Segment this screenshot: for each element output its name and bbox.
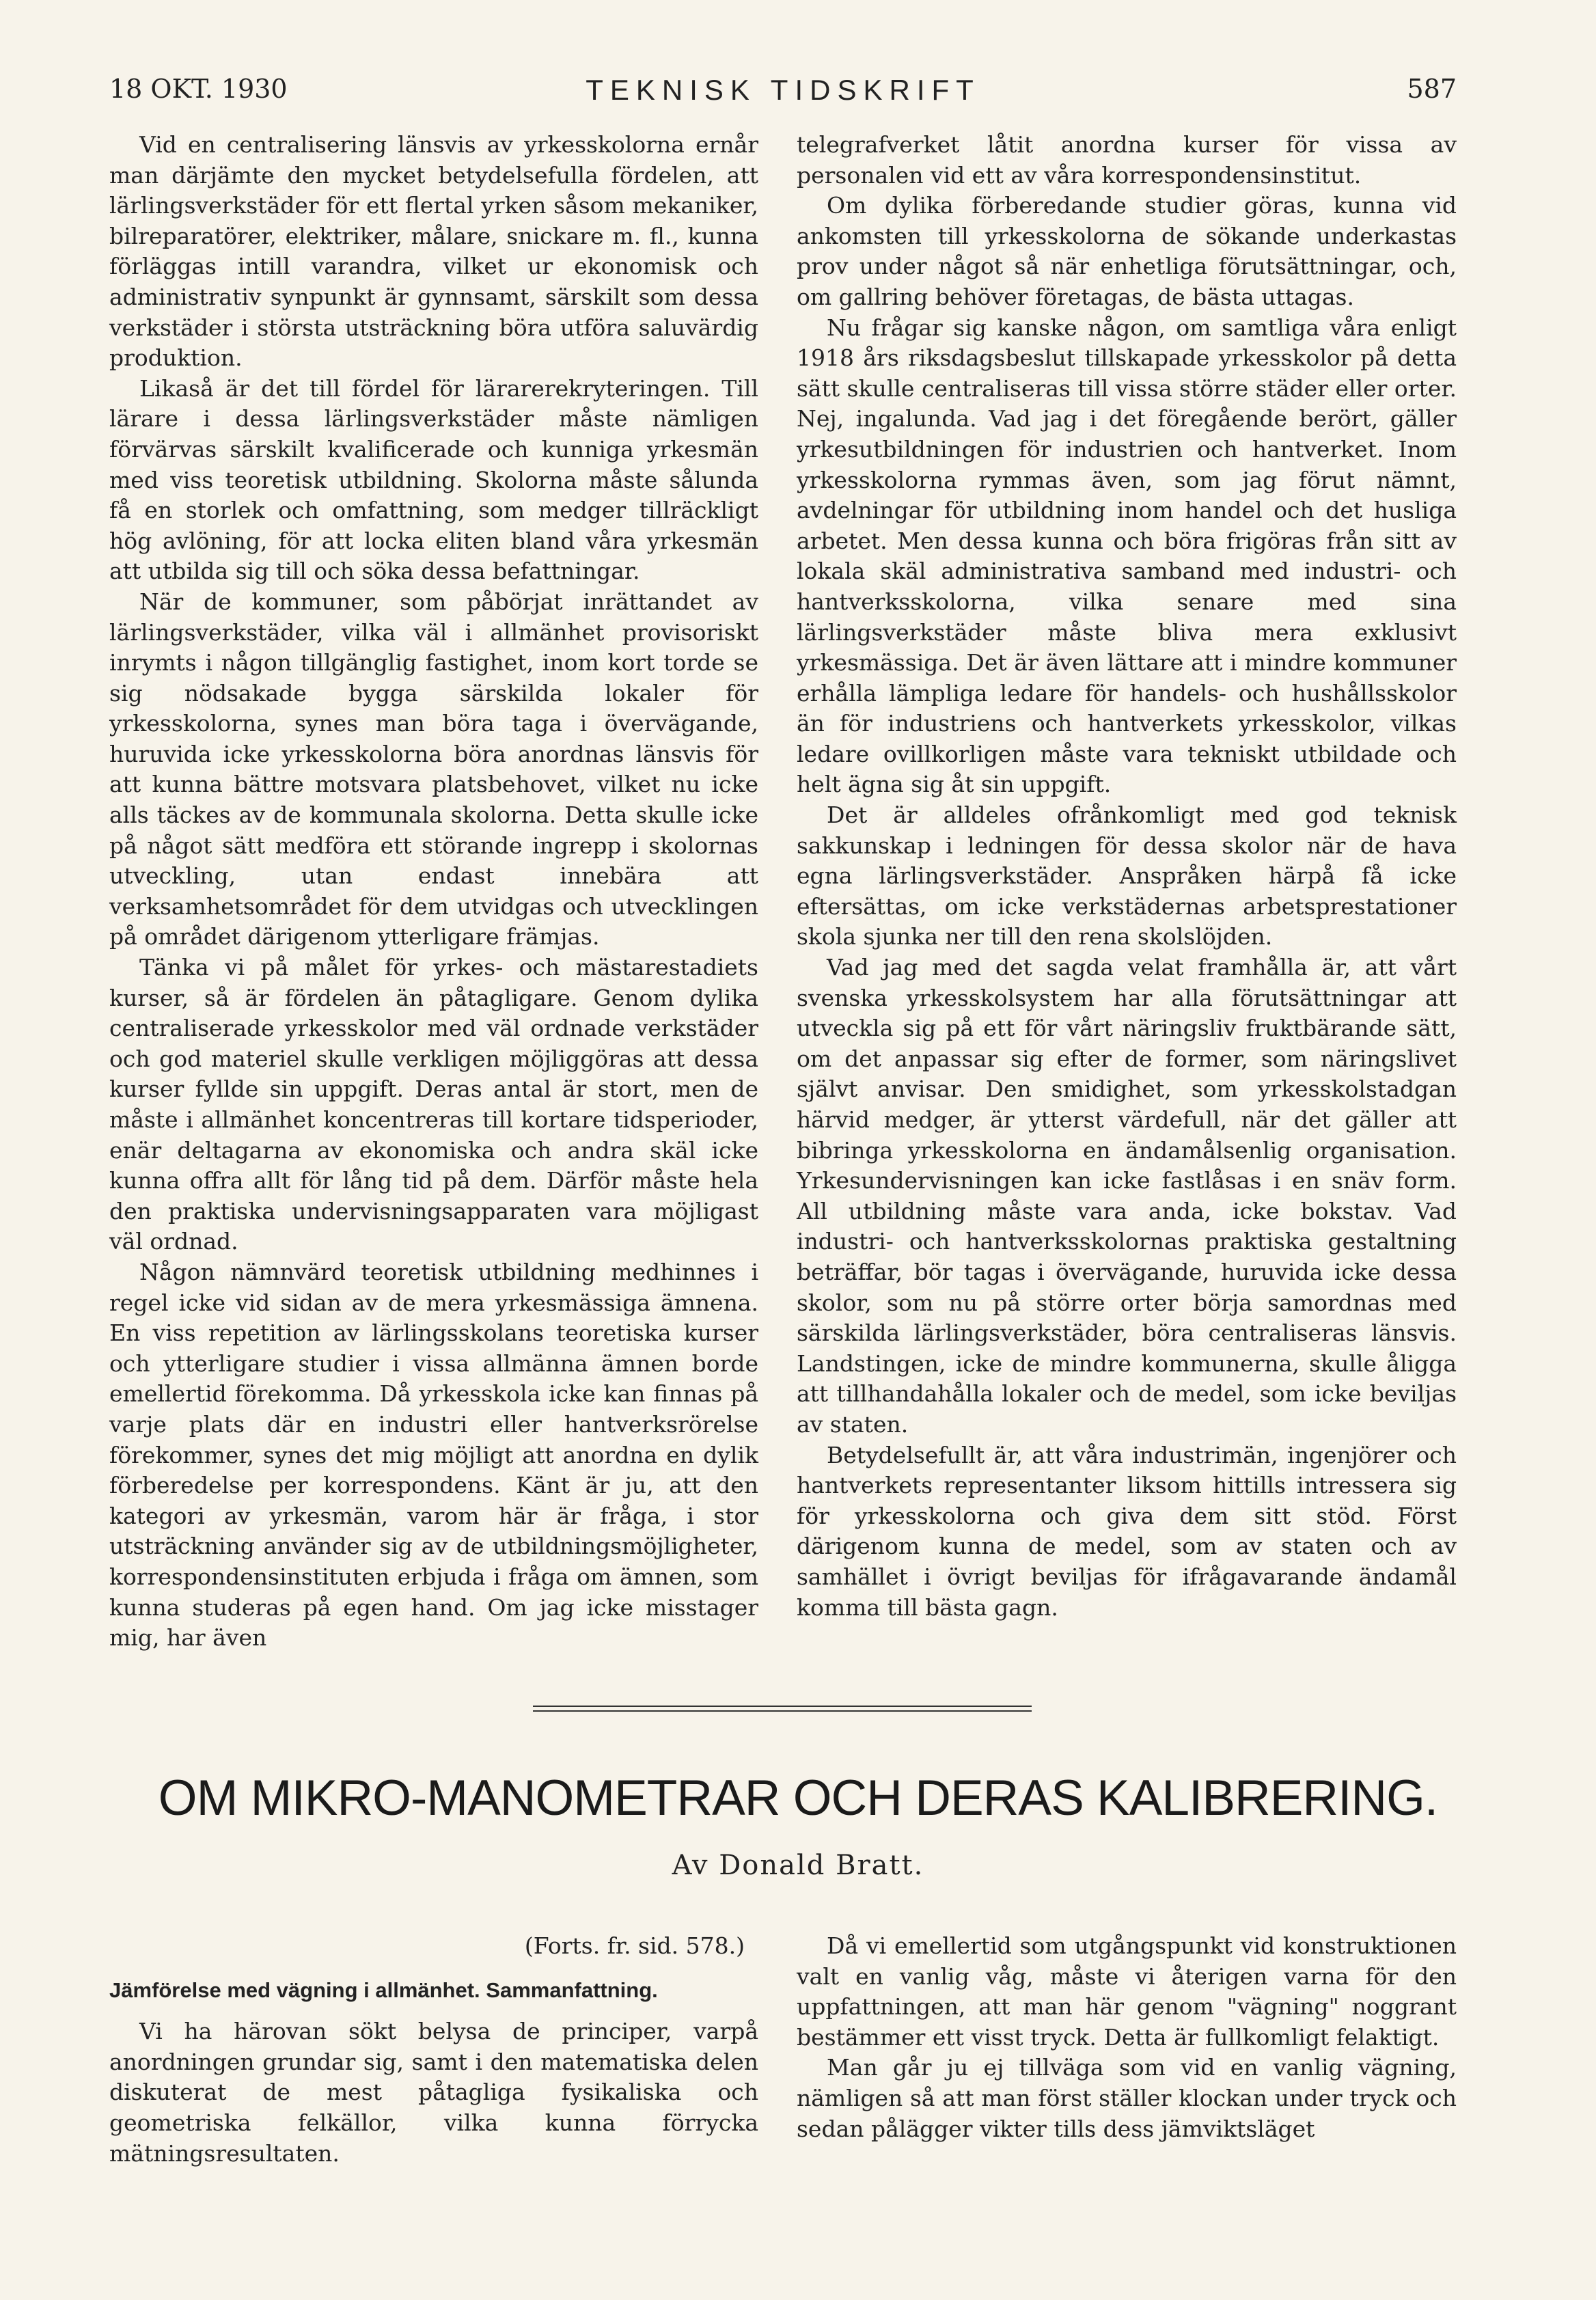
paragraph: Då vi emellertid som utgångspunkt vid konstruktionen valt en vanlig våg, måste vi återigen varna för den uppfattningen, att man här genom "vägning" noggrant bestämmer ett visst tryck. Detta är fullkomligt felaktigt.	[797, 1932, 1457, 2051]
article2-right-column	[797, 1931, 1457, 2144]
page-number: 587	[1407, 74, 1457, 104]
separator-rule	[533, 1706, 1032, 1707]
paragraph: Vid en centralisering länsvis av yrkesskolorna ernår man därjämte den mycket betydelsefulla fördelen, att lärlingsverkstäder för ett flertal yrken såsom mekaniker, bilreparatörer, elektriker, målare, snickare m. fl., kunna förläggas intill varandra, vilket ur ekonomisk och administrativ synpunkt är gynnsamt, särskilt som dessa verkstäder i största utsträckning böra utföra saluvärdig produktion.	[109, 131, 758, 372]
paragraph: När de kommuner, som påbörjat inrättandet av lärlingsverkstäder, vilka väl i allmänhet provisoriskt inrymts i någon tillgänglig fastighet, inom kort torde se sig nödsakade bygga särskilda lokaler för yrkesskolorna, synes man böra taga i övervägande, huruvida icke yrkesskolorna böra anordnas länsvis för att kunna bättre motsvara platsbehovet, vilket nu icke alls täckes av de kommunala skolorna. Detta skulle icke på något sätt medföra ett störande ingrepp i skolornas utveckling, utan endast innebära att verksamhetsområdet för dem utvidgas och utvecklingen på området därigenom ytterligare främjas.	[109, 588, 758, 950]
paragraph: telegrafverket låtit anordna kurser för vissa av personalen vid ett av våra korrespondensinstitut.	[797, 131, 1457, 189]
separator-rule	[533, 1710, 1032, 1712]
continuation-note: (Forts. fr. sid. 578.)	[524, 1932, 745, 1959]
paragraph: Någon nämnvärd teoretisk utbildning medhinnes i regel icke vid sidan av de mera yrkesmässiga ämnena. En viss repetition av lärlingsskolans teoretiska kurser och ytterligare studier i vissa allmänna ämnen borde emellertid förekomma. Då yrkesskola icke kan finnas på varje plats där en industri eller hantverksrörelse förekommer, synes det mig möjligt att anordna en dylik förberedelse per korrespondens. Känt är ju, att den kategori av yrkesmän, varom här är fråga, i stor utsträckning använder sig av de utbildningsmöjligheter, korrespondensinstituten erbjuda i fråga om ämnen, som kunna studeras på egen hand. Om jag icke misstager mig, har även	[109, 1258, 758, 1652]
article-title: OM MIKRO-MANOMETRAR OCH DERAS KALIBRERING.	[158, 1770, 1438, 1826]
section-subheading: Jämförelse med vägning i allmänhet. Sammanfattning.	[109, 1977, 658, 2002]
paragraph: Vi ha härovan sökt belysa de principer, varpå anordningen grundar sig, samt i den matematiska delen diskuterat de mest påtagliga fysikaliska och geometriska felkällor, vilka kunna förrycka mätningsresultaten.	[109, 2018, 758, 2167]
running-header	[109, 74, 1457, 115]
paragraph: Man går ju ej tillväga som vid en vanlig vägning, nämligen så att man först ställer klockan under tryck och sedan pålägger vikter tills dess jämviktsläget	[797, 2054, 1457, 2142]
paragraph: Det är alldeles ofrånkomligt med god teknisk sakkunskap i ledningen för dessa skolor när de hava egna lärlingsverkstäder. Anspråken härpå få icke eftersättas, om icke verkstädernas arbetsprestationer skola sjunka ner till den rena skolslöjden.	[797, 802, 1457, 950]
journal-title: TEKNISK TIDSKRIFT	[586, 74, 980, 106]
paragraph: Betydelsefullt är, att våra industrimän, ingenjörer och hantverkets representanter liksom hittills intressera sig för yrkesskolorna och giva dem sitt stöd. Först därigenom kunna de medel, som av staten och av samhället i övrigt beviljas för ifrågavarande ändamål komma till bästa gagn.	[797, 1441, 1457, 1621]
paragraph: Nu frågar sig kanske någon, om samtliga våra enligt 1918 års riksdagsbeslut tillskapade yrkesskolor på detta sätt skulle centraliseras till vissa större städer eller orter. Nej, ingalunda. Vad jag i det föregående berört, gäller yrkesutbildningen för industrien och hantverket. Inom yrkesskolorna rymmas även, som jag förut nämnt, avdelningar för utbildning inom handel och det husliga arbetet. Men dessa kunna och böra frigöras från sitt av lokala skäl administrativa samband med industri- och hantverksskolorna, vilka senare med sina lärlingsverkstäder måste bliva mera exklusivt yrkesmässiga. Det är även lättare att i mindre kommuner erhålla lämpliga ledare för handels- och hushållsskolor än för industriens och hantverkets yrkesskolor, vilkas ledare ovillkorligen måste vara tekniskt utbildade och helt ägna sig åt sin uppgift.	[797, 314, 1457, 798]
article1-right-column	[797, 130, 1457, 1623]
paragraph: Om dylika förberedande studier göras, kunna vid ankomsten till yrkesskolorna de sökande underkastas prov under något så när enhetliga förutsättningar, och, om gallring behöver företagas, de bästa uttagas.	[797, 192, 1457, 310]
article1-left-column	[109, 130, 758, 1654]
paragraph: Likaså är det till fördel för lärarerekryteringen. Till lärare i dessa lärlingsverkstäder måste nämligen förvärvas särskilt kvalificerade och kunniga yrkesmän med viss teoretisk utbildning. Skolorna måste sålunda få en storlek och omfattning, som medger tillräckligt hög avlöning, för att locka eliten bland våra yrkesmän att utbilda sig till och söka dessa befattningar.	[109, 374, 758, 585]
header-date: 18 OKT. 1930	[109, 74, 288, 104]
paragraph: Tänka vi på målet för yrkes- och mästarestadiets kurser, så är fördelen än påtagligare. Genom dylika centraliserade yrkesskolor med väl ordnade verkstäder och god materiel skulle verkligen möjliggöras att dessa kurser fyllde sin uppgift. Deras antal är stort, men de måste i allmänhet koncentreras till kortare tidsperioder, enär deltagarna av ekonomiska och andra skäl icke kunna offra allt för lång tid på dem. Därför måste hela den praktiska undervisningsapparaten vara möjligast väl ordnad.	[109, 954, 758, 1255]
article-byline: Av Donald Bratt.	[672, 1850, 924, 1881]
paragraph: Vad jag med det sagda velat framhålla är, att vårt svenska yrkesskolsystem har alla förutsättningar att utveckla sig på ett för vårt näringsliv fruktbärande sätt, om det anpassar sig efter de former, som näringslivet självt anvisar. Den smidighet, som yrkesskolstadgan härvid medger, är ytterst värdefull, när det gäller att bibringa yrkesskolorna en ändamålsenlig organisation. Yrkesundervisningen kan icke fastlåsas i en snäv form. All utbildning måste vara anda, icke bokstav. Vad industri- och hantverksskolornas praktiska gestaltning beträffar, bör tagas i övervägande, huruvida icke dessa skolor, som nu på större orter börja samordnas med särskilda lärlingsverkstäder, böra centraliseras länsvis. Landstingen, icke de mindre kommunerna, skulle åligga att tillhandahålla lokaler och de medel, som icke beviljas av staten.	[797, 954, 1457, 1438]
article2-left-column	[109, 1931, 758, 2169]
